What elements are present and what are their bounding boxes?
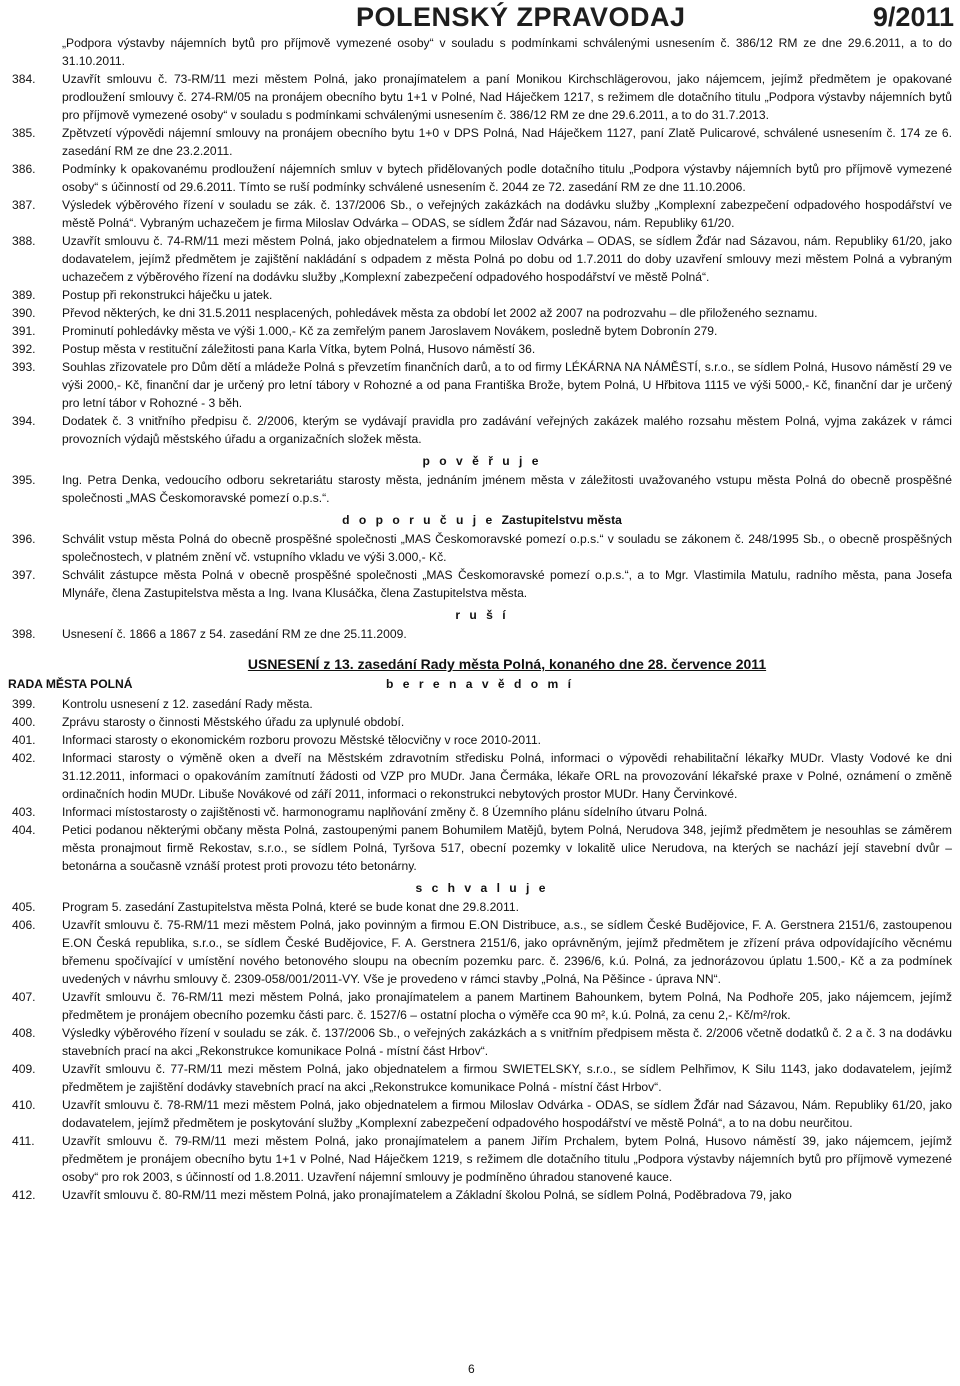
resolution-item: [12, 916, 952, 988]
resolution-text: Prominutí pohledávky města ve výši 1.000,- Kč za zemřelým panem Jaroslavem Novákem, posledně bytem Dobronín 279.: [62, 324, 718, 338]
resolution-item: [12, 731, 952, 749]
resolution-text: Výsledek výběrového řízení v souladu se zák. č. 137/2006 Sb., o veřejných zakázkách na dodávku služby „Komplexní zabezpečení odpadového hospodářství ve městě Polná“. Vybraným uchazečem je firma Miloslav Odvárka – ODAS, se sídlem Žďár nad Sázavou, nám. Republiky 61/20.: [62, 198, 952, 230]
resolution-item: [12, 1132, 952, 1186]
resolution-text: Schválit vstup města Polná do obecně prospěšné společnosti „MAS Českomoravské pomezí o.p.s.“ v souladu se zákonem č. 248/1995 Sb., o obecně prospěšných společnostech, v platném znění vč. vstupního vkladu ve výši 3.000,- Kč.: [62, 532, 952, 564]
resolution-item: [12, 358, 952, 412]
page-header: [0, 0, 960, 33]
resolution-item: [12, 1096, 952, 1132]
resolution-text: Uzavřít smlouvu č. 80-RM/11 mezi městem Polná, jako pronajímatelem a Základní školou Polná, se sídlem Polná, Poděbradova 79, jako: [62, 1188, 792, 1202]
resolution-item: [12, 713, 952, 731]
resolution-text: Výsledky výběrového řízení v souladu se zák. č. 137/2006 Sb., o veřejných zakázkách a s vnitřním předpisem města č. 2/2006 včetně dodatků č. 2 a č. 3 na dodávku stavebních prací na akci „Rekonstrukce komunikace Polná - místní část Hrbov“.: [62, 1026, 952, 1058]
resolution-text: Schválit zástupce města Polná v obecně prospěšné společnosti „MAS Českomoravské pomezí o.p.s.“, a to Mgr. Vlastimila Matulu, radního města, pana Josefa Mlynáře, člena Zastupitelstva města a Ing. Ivana Klusáčka, člena Zastupitelstva města.: [62, 568, 952, 600]
resolution-number: 394.: [12, 414, 36, 428]
resolution-number: 408.: [12, 1026, 36, 1040]
newsletter-title: POLENSKÝ ZPRAVODAJ: [356, 2, 686, 32]
resolution-text: Postup města v restituční záležitosti pana Karla Vítka, bytem Polná, Husovo náměstí 36.: [62, 342, 536, 356]
resolution-text: Souhlas zřizovatele pro Dům dětí a mládeže Polná s převzetím finančních darů, a to od firmy LÉKÁRNA NA NÁMĚSTÍ, s.r.o., se sídlem Polná, Husovo náměstí 29 ve výši 2000,- Kč, finanční dar je určený pro letní tábory v Rohozné a od pana Františka Brože, bytem Polná, U Hřbitova 1115 ve výši 5000,- Kč, finanční dar je určený pro letní tábor v Rohozné - 3 běh.: [62, 360, 952, 410]
resolution-number: 384.: [12, 72, 36, 86]
resolution-text: Uzavřít smlouvu č. 74-RM/11 mezi městem Polná, jako objednatelem a firmou Miloslav Odvárka – ODAS, se sídlem Žďár nad Sázavou, nám. Republiky 61/20, jako dodavatelem, jejímž předmětem je zajištění nakládání s odpadem z města Polná po dobu od 1.7.2011 do doby uzavření smlouvy mezi městem Polná a vybraným uchazečem z výběrového řízení na dodávku služby „Komplexní zabezpečení odpadového hospodářství ve městě Polná“.: [62, 234, 952, 284]
resolution-text: Program 5. zasedání Zastupitelstva města Polná, které se bude konat dne 29.8.2011.: [62, 900, 519, 914]
resolution-item: [12, 530, 952, 566]
resolution-number: 392.: [12, 342, 36, 356]
resolution-list-4: [12, 625, 952, 643]
resolution-number: 385.: [12, 126, 36, 140]
resolution-text: Informaci starosty o ekonomickém rozboru provozu Městské tělocvičny v roce 2010-2011.: [62, 733, 542, 747]
resolution-number: 402.: [12, 751, 36, 765]
resolution-number: 407.: [12, 990, 36, 1004]
resolution-item: [12, 322, 952, 340]
resolution-text: Zprávu starosty o činnosti Městského úřadu za uplynulé období.: [62, 715, 405, 729]
resolution-number: 405.: [12, 900, 36, 914]
intro-text: „Podpora výstavby nájemních bytů pro příjmově vymezené osoby“ v souladu s podmínkami schválenými usnesením č. 386/12 RM ze dne 29.6.2011, a to do 31.10.2011.: [62, 36, 952, 68]
resolution-number: 389.: [12, 288, 36, 302]
heading-doporucuje-target: Zastupitelstvu města: [501, 513, 622, 527]
resolution-text: Petici podanou některými občany města Polná, zastoupenými panem Bohumilem Matějů, bytem Polná, Nerudova 348, jejímž předmětem je nesouhlas se záměrem města pronajmout firmě Rekostav, s.r.o., se sídlem Polná, Tyršova 517, obecní pozemky v lokalitě ulice Nerudova, na kterých se nachází její stavební dvůr – betonárna a současně vznáší protest proti provozu této betonárny.: [62, 823, 952, 873]
resolution-number: 391.: [12, 324, 36, 338]
continued-paragraph: [12, 34, 952, 70]
resolution-text: Uzavřít smlouvu č. 73-RM/11 mezi městem Polná, jako pronajímatelem a paní Monikou Kirchschlägerovou, jako nájemcem, jejímž předmětem je opakované prodloužení smlouvy č. 274-RM/05 na pronájem obecního bytu 1+1 v Polné, Nad Háječkem 1217, s režimem dle dotačního titulu „Podpora výstavby nájemních bytů pro příjmově vymezené osoby“ v souladu s podmínkami schválenými usnesením č. 386/12 RM ze dne 29.6.2011, a to do 31.7.2013.: [62, 72, 952, 122]
heading-rusi: r u š í: [455, 608, 509, 622]
resolution-item: [12, 196, 952, 232]
heading-doporucuje-verb: d o p o r u č u j e: [342, 513, 496, 527]
resolution-number: 401.: [12, 733, 36, 747]
resolution-item: [12, 695, 952, 713]
resolution-text: Informaci místostarosty o zajištěnosti vč. harmonogramu naplňování změny č. 8 Územního plánu sídelního útvaru Polná.: [62, 805, 708, 819]
resolution-text: Dodatek č. 3 vnitřního předpisu č. 2/2006, kterým se vydávají pravidla pro zadávání veřejných zakázek malého rozsahu městem Polná, vyjma zakázek v rámci provozních výdajů městského úřadu a organizačních složek města.: [62, 414, 952, 446]
resolution-text: Zpětvzetí výpovědi nájemní smlouvy na pronájem obecního bytu 1+0 v DPS Polná, Nad Háječkem 1127, paní Zlatě Pulicarové, schválené usnesením č. 174 ze 6. zasedání RM ze dne 23.2.2011.: [62, 126, 952, 158]
resolution-number: 397.: [12, 568, 36, 582]
resolution-list-5: [12, 695, 952, 875]
resolution-item: [12, 803, 952, 821]
resolution-item: [12, 1186, 952, 1204]
resolution-number: 393.: [12, 360, 36, 374]
resolution-number: 398.: [12, 627, 36, 641]
resolution-text: Převod některých, ke dni 31.5.2011 nesplacených, pohledávek města za období let 2002 až 2007 na podrozvahu – dle přiloženého seznamu.: [62, 306, 818, 320]
resolution-number: 388.: [12, 234, 36, 248]
resolution-number: 399.: [12, 697, 36, 711]
resolution-number: 386.: [12, 162, 36, 176]
resolution-number: 411.: [12, 1134, 35, 1148]
resolution-number: 387.: [12, 198, 36, 212]
resolution-item: [12, 124, 952, 160]
resolution-text: Uzavřít smlouvu č. 75-RM/11 mezi městem Polná, jako povinným a firmou E.ON Distribuce, a.s., se sídlem České Budějovice, F. A. Gerstnera 2151/6, zastoupenou E.ON Česká republika, s.r.o., se sídlem České Budějovice, F. A. Gerstnera 2151/6, jako oprávněným, jejímž předmětem je zřízení práva odpovídajícího věcnému břemenu spočívající v umístění nového betonového sloupu na obecním pozemku parc. č. 2396/6, k.ú. Polná, za jednorázovou úplatu 1.500,- Kč a za podmínek uvedených v návrhu smlouvy č. 2309-058/001/2011-VY. Vše je provedeno v rámci stavby „Polná, Na Pěšince - úprava NN“.: [62, 918, 952, 986]
resolution-list-1: [12, 70, 952, 448]
resolution-text: Informaci starosty o výměně oken a dveří na Městském zdravotním středisku Polná, informaci o výpovědi rehabilitační lékařky MUDr. Vlasty Vodové ke dni 31.12.2011, informaci o opakováním zamítnutí žádosti od VZP pro MUDr. Jana Čermáka, lékaře ORL na provozování lékařské praxe v Polné, oznámení o změně ordinačních hodin MUDr. Libuše Novákové od září 2011, informaci o rekonstrukci nebytových prostor MUDr. Hany Červinkové.: [62, 751, 952, 801]
resolution-number: 412.: [12, 1188, 36, 1202]
resolution-number: 404.: [12, 823, 36, 837]
resolution-text: Uzavřít smlouvu č. 78-RM/11 mezi městem Polná, jako objednatelem a firmou Miloslav Odvárka - ODAS, se sídlem Žďár nad Sázavou, Nám. Republiky 61/20, jako dodavatelem, jejímž předmětem je poskytování služby „Komplexní zabezpečení odpadového hospodářství ve městě Polná“, a to na dobu neurčitou.: [62, 1098, 952, 1130]
resolution-item: [12, 286, 952, 304]
session-title: USNESENÍ z 13. zasedání Rady města Polná, konaného dne 28. července 2011: [247, 656, 767, 672]
resolution-text: Uzavřít smlouvu č. 77-RM/11 mezi městem Polná, jako objednatelem a firmou SWIETELSKY, s.r.o., se sídlem Pelhřimov, K Silu 1143, jako dodavatelem, jejímž předmětem je zajištění dodávky stavebních prací na akci „Rekonstrukce komunikace Polná - místní část Hrbov“.: [62, 1062, 952, 1094]
resolution-text: Postup při rekonstrukci háječku u jatek.: [62, 288, 273, 302]
resolution-item: [12, 821, 952, 875]
resolution-item: [12, 749, 952, 803]
heading-bere-na-vedomi: b e r e n a v ě d o m í: [386, 677, 574, 691]
resolution-list-3: [12, 530, 952, 602]
resolution-item: [12, 898, 952, 916]
resolution-list-6: [12, 898, 952, 1204]
rada-label: RADA MĚSTA POLNÁ: [8, 677, 133, 691]
resolution-number: 406.: [12, 918, 36, 932]
resolution-text: Podmínky k opakovanému prodloužení nájemních smluv v bytech přidělovaných podle dotačního titulu „Podpora výstavby nájemních bytů pro příjmově vymezené osoby“ s účinností od 29.6.2011. Tímto se ruší podmínky schválené usnesením č. 2044 ze 72. zasedání RM ze dne 11.10.2006.: [62, 162, 952, 194]
resolution-number: 395.: [12, 473, 36, 487]
resolution-number: 403.: [12, 805, 36, 819]
heading-schvaluje: s c h v a l u j e: [415, 881, 549, 895]
resolution-text: Usnesení č. 1866 a 1867 z 54. zasedání RM ze dne 25.11.2009.: [62, 627, 407, 641]
resolution-number: 390.: [12, 306, 36, 320]
resolution-item: [12, 340, 952, 358]
resolution-text: Ing. Petra Denka, vedoucího odboru sekretariátu starosty města, jednáním jménem města v záležitosti uvažovaného vstupu města Polná do obecně prospěšné společnosti „MAS Českomoravské pomezí o.p.s.“.: [62, 473, 952, 505]
resolution-number: 409.: [12, 1062, 36, 1076]
issue-number: 9/2011: [872, 2, 954, 32]
resolution-item: [12, 232, 952, 286]
resolution-item: [12, 566, 952, 602]
resolution-text: Uzavřít smlouvu č. 76-RM/11 mezi městem Polná, jako pronajímatelem a panem Martinem Bahounkem, bytem Polná, Na Podhoře 205, jako nájemcem, jejímž předmětem je pronájem obecního pozemku části parc. č. 1527/6 – ostatní plocha o výměře cca 90 m², k.ú. Polná, za cenu 2,- Kč/m²/rok.: [62, 990, 952, 1022]
resolution-text: Kontrolu usnesení z 12. zasedání Rady města.: [62, 697, 313, 711]
resolution-item: [12, 160, 952, 196]
heading-doporucuje: [12, 511, 952, 529]
page-number: 6: [468, 1362, 475, 1376]
resolution-item: [12, 988, 952, 1024]
resolution-item: [12, 1060, 952, 1096]
resolution-item: [12, 1024, 952, 1060]
resolution-item: [12, 70, 952, 124]
resolution-list-2: [12, 471, 952, 507]
resolution-item: [12, 471, 952, 507]
resolution-number: 396.: [12, 532, 36, 546]
resolution-item: [12, 304, 952, 322]
heading-poveruje: p o v ě ř u j e: [422, 454, 542, 468]
document-body: [8, 34, 952, 1204]
resolution-number: 400.: [12, 715, 36, 729]
resolution-item: [12, 625, 952, 643]
resolution-text: Uzavřít smlouvu č. 79-RM/11 mezi městem Polná, jako pronajímatelem a panem Jiřím Prchalem, bytem Polná, Husovo náměstí 39, jako nájemcem, jejímž předmětem je pronájem obecního bytu 1+1 v Polné, Nad Háječkem 1219, s režimem dle dotačního titulu „Podpora výstavby nájemních bytů pro příjmově vymezené osoby“ pro rok 2003, s účinností od 1.8.2011. Uzavření nájemní smlouvy je podmíněno úhradou stanovené kauce.: [62, 1134, 952, 1184]
resolution-number: 410.: [12, 1098, 36, 1112]
rada-row: [8, 675, 952, 695]
resolution-item: [12, 412, 952, 448]
